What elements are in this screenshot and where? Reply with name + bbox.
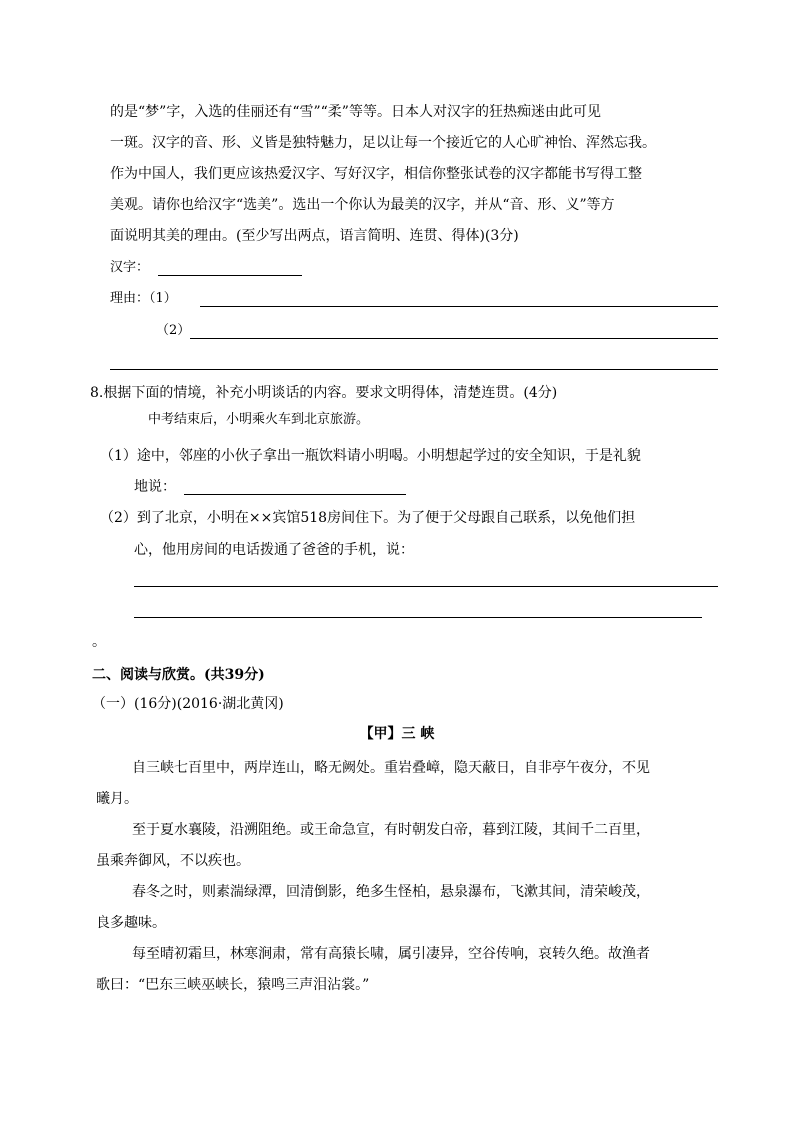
passage-p1-line-2: 曦月。 xyxy=(96,791,138,807)
reason-3-answer-line[interactable] xyxy=(110,369,718,370)
q7-line-2: 一斑。汉字的音、形、义皆是独特魅力，足以让每一个接近它的人心旷神怡、浑然忘我。 xyxy=(110,135,656,151)
reason-2-label: （2） xyxy=(156,323,191,338)
q8-sub1-line-1: （1）途中，邻座的小伙子拿出一瓶饮料请小明喝。小明想起学过的安全知识，于是礼貌 xyxy=(100,448,641,464)
passage-p2-line-1: 至于夏水襄陵，沿溯阻绝。或王命急宣，有时朝发白帝，暮到江陵，其间千二百里， xyxy=(132,822,650,838)
hanzi-label: 汉字： xyxy=(110,260,150,275)
passage-p4-line-1: 每至晴初霜旦，林寒涧肃，常有高猿长啸，属引凄异，空谷传响，哀转久绝。故渔者 xyxy=(132,946,650,962)
reason-1-answer-line[interactable] xyxy=(200,306,718,307)
reason-2-answer-line[interactable] xyxy=(190,338,718,339)
hanzi-answer-line[interactable] xyxy=(158,275,302,276)
passage-p2-line-2: 虽乘奔御风，不以疾也。 xyxy=(96,853,250,869)
passage-title: 【甲】三 峡 xyxy=(359,726,435,742)
q7-line-4: 美观。请你也给汉字“选美”。选出一个你认为最美的汉字，并从“音、形、义”等方 xyxy=(110,197,615,213)
reason-1-label: 理由：（1） xyxy=(110,291,177,306)
q8-prompt: 8.根据下面的情境，补充小明谈话的内容。要求文明得体，清楚连贯。(4分) xyxy=(90,385,558,401)
section2-heading: 二、阅读与欣赏。(共39分) xyxy=(92,667,265,683)
q8-sub1-line-2: 地说： xyxy=(134,479,176,495)
q8-sub2-answer-line-1[interactable] xyxy=(134,586,718,587)
passage-p4-line-2: 歌曰：“巴东三峡巫峡长，猿鸣三声泪沾裳。” xyxy=(96,977,370,993)
passage-p1-line-1: 自三峡七百里中，两岸连山，略无阙处。重岩叠嶂，隐天蔽日，自非亭午夜分，不见 xyxy=(132,760,650,776)
passage-p3-line-1: 春冬之时，则素湍绿潭，回清倒影，绝多生怪柏，悬泉瀑布，飞漱其间，清荣峻茂， xyxy=(132,884,650,900)
q8-context: 中考结束后，小明乘火车到北京旅游。 xyxy=(148,412,370,427)
q8-sub2-line-2: 心，他用房间的电话拨通了爸爸的手机，说： xyxy=(134,542,414,558)
q7-line-3: 作为中国人，我们更应该热爱汉字、写好汉字，相信你整张试卷的汉字都能书写得工整 xyxy=(110,166,642,182)
section2-part1: （一）(16分)(2016·湖北黄冈) xyxy=(92,696,284,712)
q8-sub1-answer-line[interactable] xyxy=(184,494,406,495)
q8-sub2-line-1: （2）到了北京，小明在××宾馆518房间住下。为了便于父母跟自己联系，以免他们担 xyxy=(100,510,636,526)
passage-p3-line-2: 良多趣味。 xyxy=(96,915,166,931)
q8-sub2-answer-line-2[interactable] xyxy=(134,617,702,618)
q7-line-1: 的是“梦”字，入选的佳丽还有“雪”“柔”等等。日本人对汉字的狂热痴迷由此可见 xyxy=(110,104,601,120)
q7-line-5: 面说明其美的理由。(至少写出两点，语言简明、连贯、得体)(3分) xyxy=(110,228,519,244)
q8-end-mark: 。 xyxy=(92,634,106,650)
